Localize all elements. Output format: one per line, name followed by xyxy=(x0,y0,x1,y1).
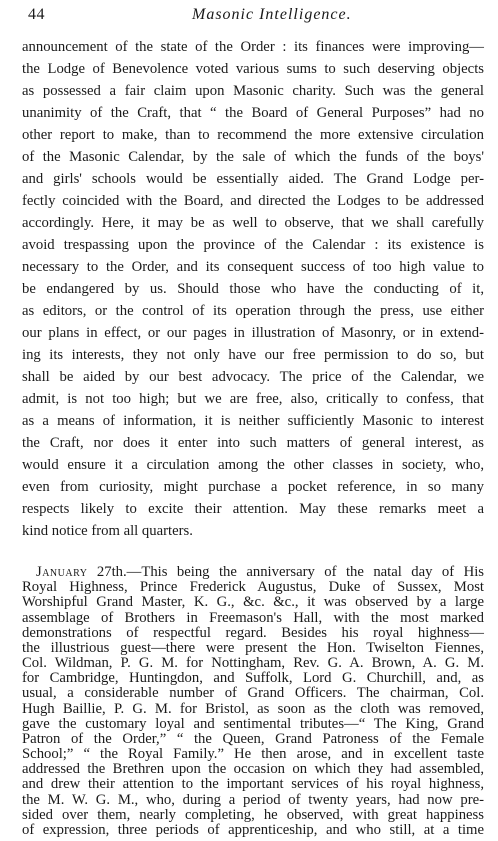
paragraph-2-line: gave the customary loyal and sentimental tributes—“ The King, Grand xyxy=(22,716,484,732)
paragraph-2-line: Patron of the Order,” “ the Queen, Grand Patroness of the Female xyxy=(22,731,484,747)
paragraph-1-line: our plans in effect, or our pages in illustration of Masonry, or in extend- xyxy=(22,325,484,341)
paragraph-2-line: for Cambridge, Huntingdon, and Suffolk, Lord G. Churchill, and, as xyxy=(22,670,484,686)
paragraph-1-line: be endangered by us. Should those who have the conducting of it, xyxy=(22,281,484,297)
paragraph-1-line: the Lodge of Benevolence voted various sums to such deserving objects xyxy=(22,61,484,77)
paragraph-1-line: even from curiosity, might purchase a pocket reference, in so many xyxy=(22,479,484,495)
paragraph-1-line: as a means of information, it is neither sufficiently Masonic to interest xyxy=(22,413,484,429)
paragraph-2-line: and drew their attention to the important services of his royal highness, xyxy=(22,776,484,792)
paragraph-1-line: as editors, or the control of its operation through the press, use either xyxy=(22,303,484,319)
paragraph-2-line: School;” “ the Royal Family.” He then arose, and in excellent taste xyxy=(22,746,484,762)
paragraph-1-line: would ensure it a circulation among the other classes in society, who, xyxy=(22,457,484,473)
paragraph-2-line: assemblage of Brothers in Freemason's Hall, with the most marked xyxy=(22,610,484,626)
date-lead: January xyxy=(36,564,88,580)
paragraph-1-line: respects likely to excite their attention. May these remarks meet a xyxy=(22,501,484,517)
paragraph-2-line: of expression, three periods of apprenticeship, and who still, at a time xyxy=(22,822,484,838)
paragraph-1-line: accordingly. Here, it may be as well to observe, that we shall carefully xyxy=(22,215,484,231)
paragraph-1-line: other report to make, than to recommend the more extensive circulation xyxy=(22,127,484,143)
paragraph-2-line: addressed the Brethren upon the occasion on which they had assembled, xyxy=(22,761,484,777)
paragraph-2-line: the M. W. G. M., who, during a period of twenty years, had now pre- xyxy=(22,792,484,808)
paragraph-2-line: Hugh Baillie, P. G. M. for Bristol, as soon as the cloth was removed, xyxy=(22,701,484,717)
paragraph-2-line: Royal Highness, Prince Frederick Augustus, Duke of Sussex, Most xyxy=(22,579,484,595)
paragraph-1-line: the Craft, nor does it enter into such matters of general interest, as xyxy=(22,435,484,451)
paragraph-2-line: Worshipful Grand Master, K. G., &c. &c., it was observed by a large xyxy=(22,594,484,610)
first-line-text: 27th.—This being the anniversary of the natal day of His xyxy=(87,564,484,580)
paragraph-1-line: unanimity of the Craft, that “ the Board of General Purposes” had no xyxy=(22,105,484,121)
paragraph-2-line: sided over them, nearly completing, he observed, with great happiness xyxy=(22,807,484,823)
paragraph-1-line: announcement of the state of the Order : its finances were improving— xyxy=(22,39,484,55)
paragraph-1-line: of the Masonic Calendar, by the sale of which the funds of the boys' xyxy=(22,149,484,165)
paragraph-2-line: demonstrations of respectful regard. Besides his royal highness— xyxy=(22,625,484,641)
paragraph-1-line: kind notice from all quarters. xyxy=(22,523,193,539)
paragraph-1-line: and girls' schools would be essentially aided. The Grand Lodge per- xyxy=(22,171,484,187)
paragraph-1-line: fectly coincided with the Board, and directed the Lodges to be addressed xyxy=(22,193,484,209)
paragraph-2-line: usual, a considerable number of Grand Officers. The chairman, Col. xyxy=(22,685,484,701)
paragraph-1-line: avoid trespassing upon the province of the Calendar : its existence is xyxy=(22,237,484,253)
paragraph-1-line: necessary to the Order, and its consequent success of too high value to xyxy=(22,259,484,275)
paragraph-2-line: Col. Wildman, P. G. M. for Nottingham, Rev. G. A. Brown, A. G. M. xyxy=(22,655,484,671)
paragraph-1-line: ing its interests, they not only have our free permission to do so, but xyxy=(22,347,484,363)
page-header xyxy=(22,3,484,27)
page-number: 44 xyxy=(28,6,45,23)
paragraph-1-line: admit, is not too high; but we are free, also, critically to confess, that xyxy=(22,391,484,407)
running-head: Masonic Intelligence. xyxy=(192,6,352,23)
paragraph-1-line: as possessed a fair claim upon Masonic charity. Such was the general xyxy=(22,83,484,99)
paragraph-1-line: shall be aided by our best advocacy. The price of the Calendar, we xyxy=(22,369,484,385)
paragraph-2-line: the illustrious guest—there were present the Hon. Twiselton Fiennes, xyxy=(22,640,484,656)
